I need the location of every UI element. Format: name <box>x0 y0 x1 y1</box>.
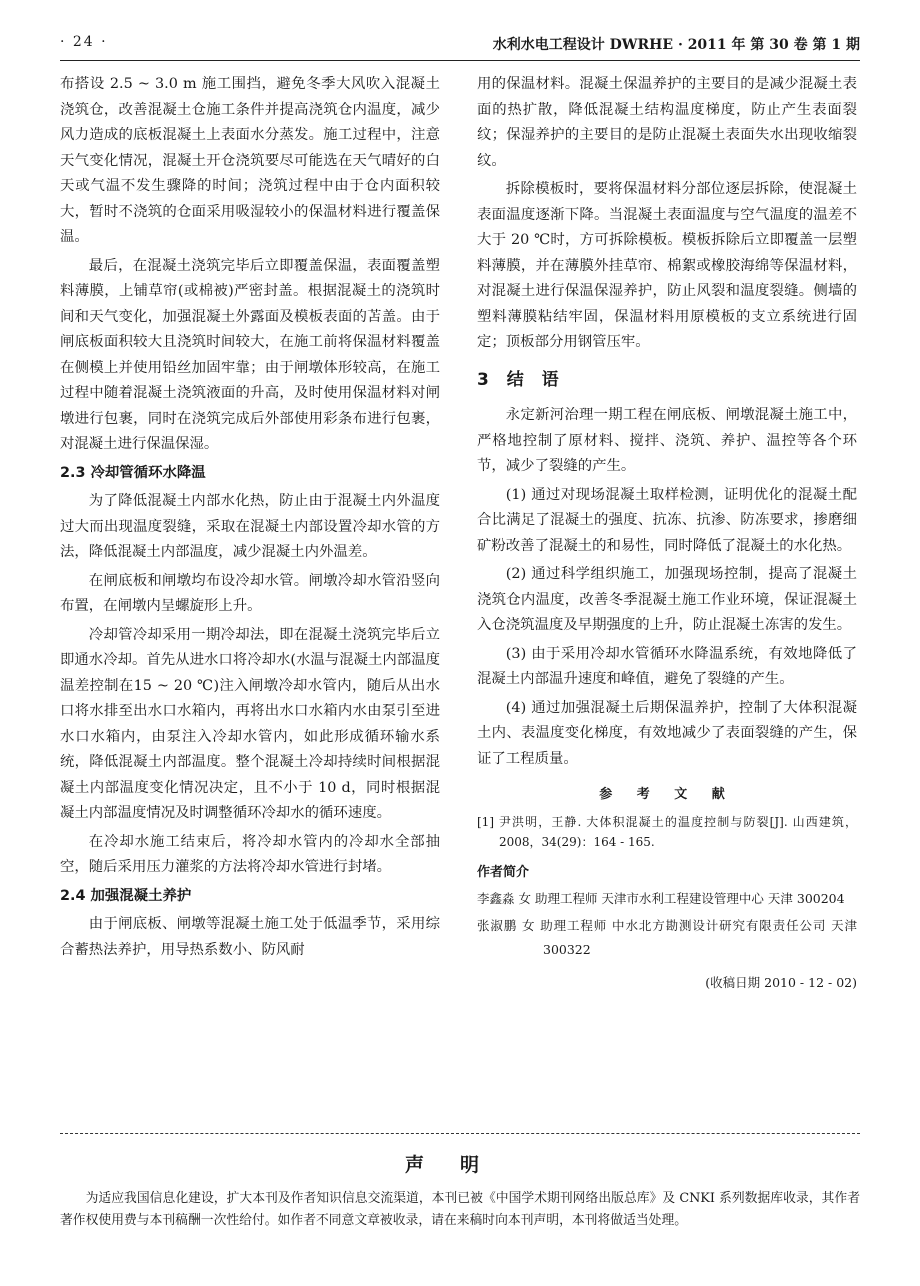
journal-info: 水利水电工程设计 DWRHE · 2011 年 第 30 卷 第 1 期 <box>492 37 860 53</box>
page-number: · 24 · <box>60 34 108 50</box>
author-entry: 张淑鹏 女 助理工程师 中水北方勘测设计研究有限责任公司 天津 300322 <box>477 918 857 957</box>
conclusion-item: (1) 通过对现场混凝土取样检测，证明优化的混凝土配合比满足了混凝土的强度、抗冻、抗渗、防冻要求，掺磨细矿粉改善了混凝土的和易性，同时降低了混凝土的水化热。 <box>477 486 857 554</box>
paragraph: 用的保温材料。混凝土保温养护的主要目的是减少混凝土表面的热扩散，降低混凝土结构温度梯度，防止产生表面裂纹；保湿养护的主要目的是防止混凝土表面失水出现收缩裂纹。 <box>477 76 857 169</box>
references-title: 参 考 文 献 <box>599 787 735 802</box>
paragraph: 拆除模板时，要将保温材料分部位逐层拆除，使混凝土表面温度逐渐下降。当混凝土表面温度与空气温度的温差不大于 20 ℃时，方可拆除模板。模板拆除后立即覆盖一层塑料薄膜，并在薄膜外挂草帘、棉絮或橡胶海绵等保温材料，对混凝土进行保温保湿养护，防止风裂和温度裂缝。侧墙的塑料薄膜粘结牢固，保温材料用原模板的支立系统进行固定；顶板部分用钢管压牢。 <box>477 181 857 350</box>
conclusion-item: (2) 通过科学组织施工，加强现场控制，提高了混凝土浇筑仓内温度，改善冬季混凝土施工作业环境，保证混凝土入仓浇筑温度及早期强度的上升，防止混凝土冻害的发生。 <box>477 566 857 633</box>
author-intro-title: 作者简介 <box>477 864 530 880</box>
received-date: (收稿日期 2010 - 12 - 02) <box>705 975 857 990</box>
paragraph: 永定新河治理一期工程在闸底板、闸墩混凝土施工中，严格地控制了原材料、搅拌、浇筑、养护、温控等各个环节，减少了裂缝的产生。 <box>477 407 857 474</box>
notice-title: 声明 <box>404 1154 515 1176</box>
author-entry: 李鑫淼 女 助理工程师 天津市水利工程建设管理中心 天津 300204 <box>477 891 845 906</box>
paragraph: 在闸底板和闸墩均布设冷却水管。闸墩冷却水管沿竖向布置，在闸墩内呈螺旋形上升。 <box>60 572 440 614</box>
paragraph: 为了降低混凝土内部水化热，防止由于混凝土内外温度过大而出现温度裂缝，采取在混凝土内部设置冷却水管的方法，降低混凝土内部温度，减少混凝土内外温差。 <box>60 493 440 560</box>
dashed-divider <box>60 1133 860 1134</box>
section-heading-2-3: 2.3 冷却管循环水降温 <box>60 464 206 481</box>
section-heading-2-4: 2.4 加强混凝土养护 <box>60 887 192 904</box>
conclusion-item: (4) 通过加强混凝土后期保温养护，控制了大体积混凝土内、表温度变化梯度，有效地减少了表面裂缝的产生，保证了工程质量。 <box>477 699 857 767</box>
paragraph: 在冷却水施工结束后，将冷却水管内的冷却水全部抽空，随后采用压力灌浆的方法将冷却水管进行封堵。 <box>60 833 440 875</box>
reference-item: [1] 尹洪明，王静. 大体积混凝土的温度控制与防裂[J]. 山西建筑，2008，34(29)：164 - 165. <box>477 814 857 849</box>
paragraph: 冷却管冷却采用一期冷却法，即在混凝土浇筑完毕后立即通水冷却。首先从进水口将冷却水(水温与混凝土内部温度温差控制在15 ~ 20 ℃)注入闸墩冷却水管内，随后从出水口将水排至出水口水箱内，再将出水口水箱内水由泵引至进水口水箱内，由泵注入冷却水管内，如此形成循环输水系统，降低混凝土内部温度。整个混凝土冷却持续时间根据混凝土内部温度变化情况决定，且不小于 10 d，同时根据混凝土内部温度情况及时调整循环冷却水的循环速度。 <box>60 626 440 821</box>
section-heading-3: 3 结 语 <box>477 369 565 390</box>
right-column <box>477 72 857 996</box>
notice-body: 为适应我国信息化建设，扩大本刊及作者知识信息交流渠道，本刊已被《中国学术期刊网络出版总库》及 CNKI 系列数据库收录，其作者著作权使用费与本刊稿酬一次性给付。如作者不同意文章被收录，请在来稿时向本刊声明，本刊将做适当处理。 <box>60 1191 860 1228</box>
conclusion-item: (3) 由于采用冷却水管循环水降温系统，有效地降低了混凝土内部温升速度和峰值，避免了裂缝的产生。 <box>477 645 857 687</box>
paragraph: 布搭设 2.5 ~ 3.0 m 施工围挡，避免冬季大风吹入混凝土浇筑仓，改善混凝土仓施工条件并提高浇筑仓内温度，减少风力造成的底板混凝土上表面水分蒸发。施工过程中，注意天气变化情况，混凝土开仓浇筑要尽可能选在天气晴好的白天或气温不发生骤降的时间；浇筑过程中由于仓内面积较大，暂时不浇筑的仓面采用吸湿较小的保温材料进行覆盖保温。 <box>60 76 440 245</box>
paragraph: 由于闸底板、闸墩等混凝土施工处于低温季节，采用综合蓄热法养护，用导热系数小、防风耐 <box>60 916 440 958</box>
left-column <box>60 72 440 966</box>
paragraph: 最后，在混凝土浇筑完毕后立即覆盖保温，表面覆盖塑料薄膜，上铺草帘(或棉被)严密封盖。根据混凝土的浇筑时间和天气变化，加强混凝土外露面及模板表面的苫盖。由于闸底板面积较大且浇筑时间较大，在施工前将保温材料覆盖在侧模上并使用铅丝加固牢靠；由于闸墩体形较高，在施工过程中随着混凝土浇筑液面的升高，及时使用保温材料对闸墩进行包裹，同时在浇筑完成后外部使用彩条布进行包裹，对混凝土进行保温保湿。 <box>60 257 440 452</box>
running-header <box>60 30 860 61</box>
